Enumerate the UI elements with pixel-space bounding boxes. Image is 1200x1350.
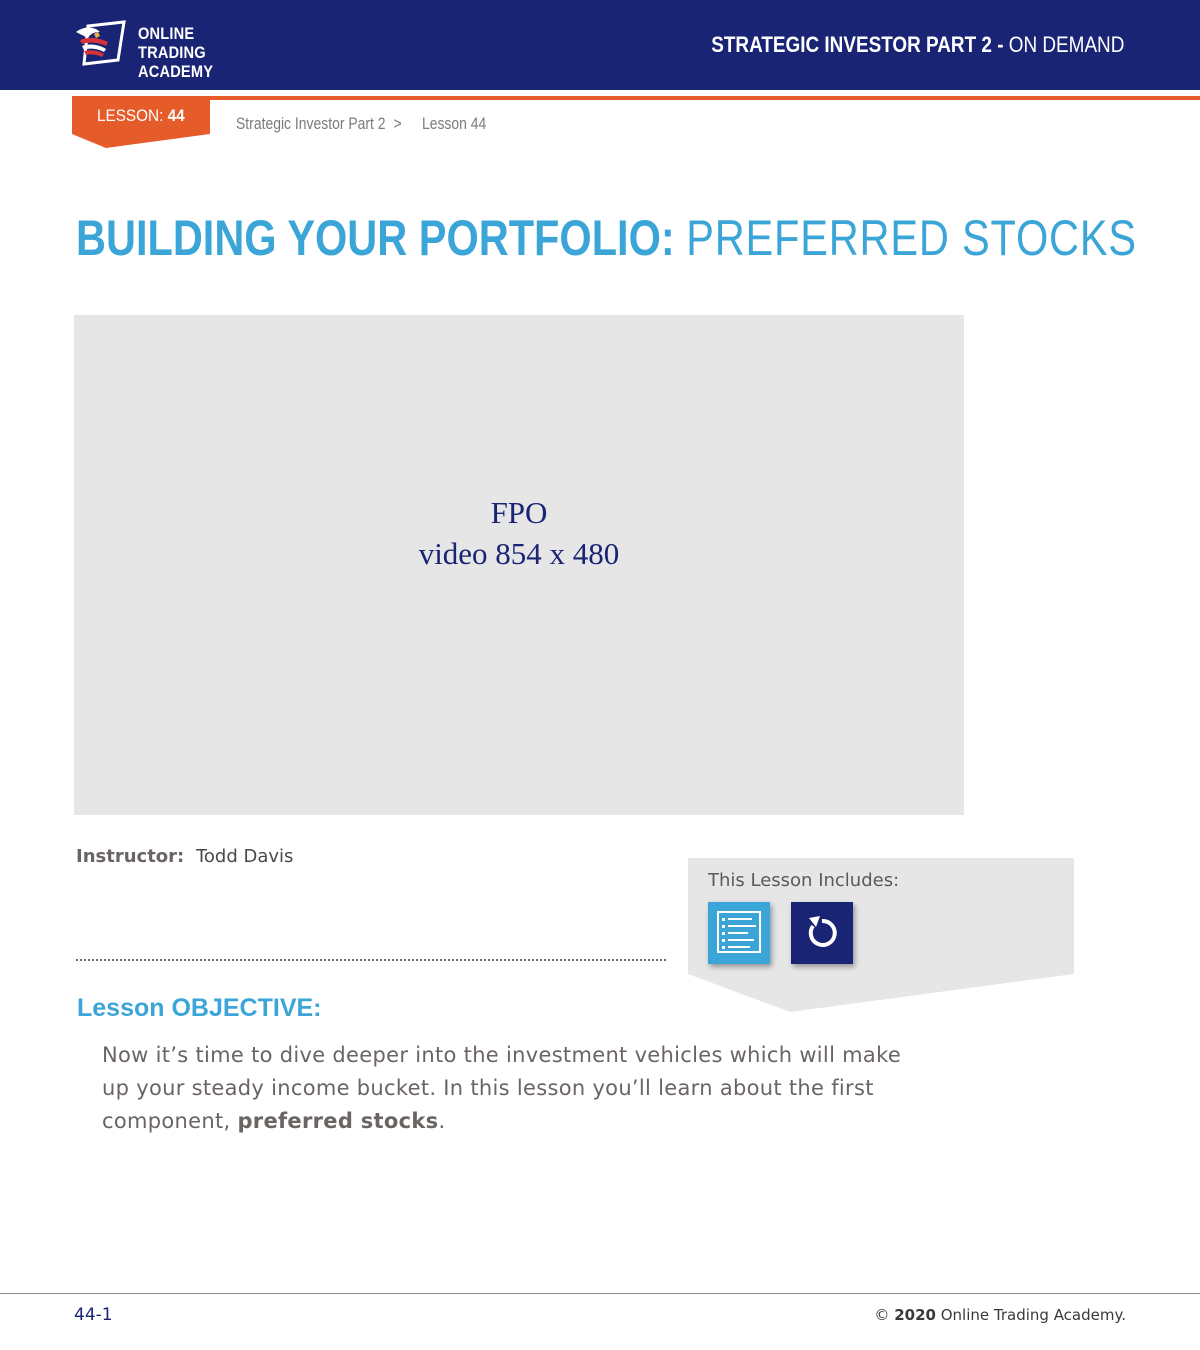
objective-text [102, 1039, 922, 1138]
copyright-symbol: © [874, 1306, 890, 1324]
logo-wordmark [138, 24, 238, 81]
logo-line-1: ONLINE TRADING [138, 24, 206, 62]
video-placeholder-text [74, 492, 964, 574]
video-dimensions-label: video 854 x 480 [418, 536, 620, 571]
lesson-number: 44 [167, 106, 185, 125]
page-title-light: PREFERRED STOCKS [686, 210, 1137, 266]
lesson-tab [72, 96, 210, 148]
objective-text-body: Now it’s time to dive deeper into the investment vehicles which will make up your steady income bucket. In this lesson you’ll learn about the first component, [102, 1043, 902, 1133]
instructor-name: Todd Davis [195, 846, 294, 867]
objective-heading: Lesson OBJECTIVE: [77, 994, 322, 1022]
instructor-label: Instructor: [76, 846, 185, 867]
lesson-label: LESSON: [97, 106, 164, 125]
page-number: 44-1 [74, 1305, 113, 1325]
logo-line-2: ACADEMY [138, 62, 214, 81]
orange-divider [210, 96, 1200, 100]
course-title-light: ON DEMAND [1008, 32, 1124, 57]
lesson-tab-label [97, 106, 185, 126]
breadcrumb [236, 114, 486, 134]
objective-text-end: . [438, 1109, 446, 1133]
instructor [76, 846, 293, 867]
page-title [76, 210, 1137, 266]
copyright-year: 2020 [894, 1306, 936, 1324]
video-fpo-label: FPO [490, 495, 548, 530]
dotted-divider [76, 959, 666, 961]
eagle-flag-logo-icon [74, 20, 132, 66]
copyright [874, 1306, 1126, 1324]
breadcrumb-lesson[interactable]: Lesson 44 [421, 114, 487, 133]
includes-label: This Lesson Includes: [708, 870, 900, 891]
course-title-bold: STRATEGIC INVESTOR PART 2 - [710, 32, 1004, 57]
course-title [711, 31, 1124, 59]
footer-divider [0, 1293, 1200, 1294]
header-bar [0, 0, 1200, 90]
copyright-owner: Online Trading Academy. [940, 1306, 1126, 1324]
objective-text-emphasis: preferred stocks [237, 1109, 439, 1133]
replay-icon[interactable] [791, 902, 853, 964]
lesson-includes-panel [688, 858, 1074, 1018]
page-title-bold: BUILDING YOUR PORTFOLIO: [76, 210, 675, 266]
breadcrumb-separator: > [393, 114, 402, 133]
breadcrumb-course[interactable]: Strategic Investor Part 2 [236, 114, 386, 133]
academy-logo[interactable] [74, 20, 254, 81]
document-list-icon[interactable] [708, 902, 770, 964]
video-placeholder[interactable] [74, 315, 964, 815]
